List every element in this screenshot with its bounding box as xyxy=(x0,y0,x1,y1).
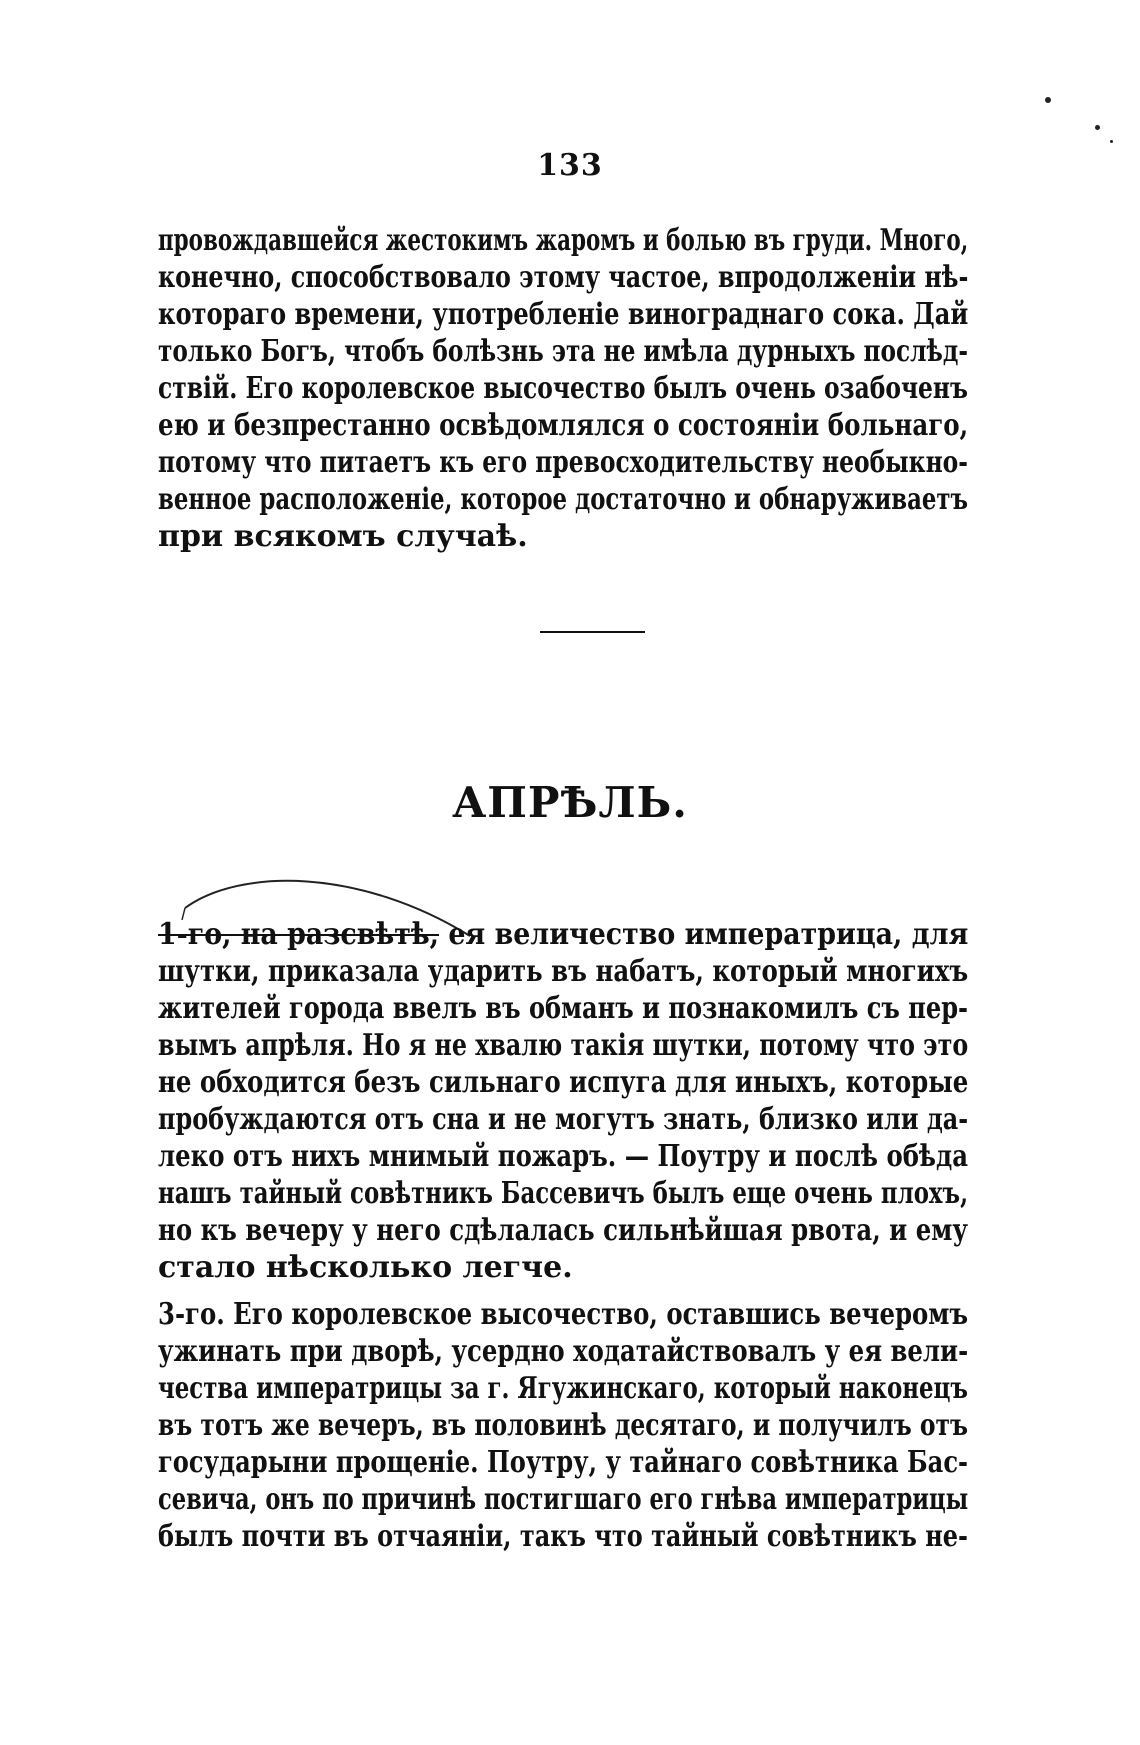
text-line: ужинать при дворѣ, усердно ходатайствовалъ у ея вели- xyxy=(158,1334,969,1369)
text-line: нашъ тайный совѣтникъ Бассевичъ былъ еще очень плохъ, xyxy=(158,1176,969,1211)
text-line: стало нѣсколько легче. xyxy=(158,1250,573,1285)
text-line: шутки, приказала ударить въ набатъ, который многихъ xyxy=(158,954,969,989)
text-line: чества императрицы за г. Ягужинскаго, который наконецъ xyxy=(158,1371,968,1406)
text-line: севича, онъ по причинѣ постигшаго его гнѣва императрицы xyxy=(158,1482,969,1517)
text-line xyxy=(158,916,968,954)
scan-speck xyxy=(1095,125,1100,130)
text-line: ею и безпрестанно освѣдомлялся о состояніи больнаго, xyxy=(158,408,969,443)
text-span: ея величество императрица, для xyxy=(448,917,969,952)
text-line: пробуждаются отъ сна и не могутъ знать, близко или да- xyxy=(158,1102,969,1137)
text-line: не обходится безъ сильнаго испуга для иныхъ, которые xyxy=(158,1065,969,1100)
text-line: только Богъ, чтобъ болѣзнь эта не имѣла дурныхъ послѣд- xyxy=(158,334,969,369)
text-line: но къ вечеру у него сдѣлалась сильнѣйшая рвота, и ему xyxy=(158,1213,968,1248)
text-line: леко отъ нихъ мнимый пожаръ. — Поутру и послѣ обѣда xyxy=(158,1139,969,1174)
text-line: жителей города ввелъ въ обманъ и познакомилъ съ пер- xyxy=(158,991,969,1026)
page-number: 133 xyxy=(537,148,603,183)
section-heading: АПРѢЛЬ. xyxy=(452,778,688,827)
text-line: котораго времени, употребленіе винограднаго сока. Дай xyxy=(158,297,969,332)
text-line: 3-го. Его королевское высочество, оставшись вечеромъ xyxy=(158,1297,969,1332)
text-line: былъ почти въ отчаяніи, такъ что тайный совѣтникъ не- xyxy=(158,1519,968,1554)
text-line: конечно, способствовало этому частое, впродолженіи нѣ- xyxy=(158,260,969,295)
text-line: въ тотъ же вечеръ, въ половинѣ десятаго, и получилъ отъ xyxy=(158,1408,969,1443)
text-line: потому что питаетъ къ его превосходительству необыкно- xyxy=(158,445,969,480)
struck-text: 1-го, на разсвѣтѣ, xyxy=(158,917,440,952)
text-line: вымъ апрѣля. Но я не хвалю такія шутки, потому что это xyxy=(158,1028,969,1063)
scan-speck xyxy=(1110,140,1113,143)
scan-speck xyxy=(1045,97,1051,103)
text-line: при всякомъ случаѣ. xyxy=(158,519,528,554)
text-line: венное расположеніе, которое достаточно и обнаруживаетъ xyxy=(158,482,968,517)
text-line: ствій. Его королевское высочество былъ очень озабоченъ xyxy=(158,371,969,406)
text-line: государыни прощеніе. Поутру, у тайнаго совѣтника Бас- xyxy=(158,1445,969,1480)
text-line: провождавшейся жестокимъ жаромъ и болью въ груди. Много, xyxy=(158,223,969,258)
section-divider xyxy=(540,631,645,633)
